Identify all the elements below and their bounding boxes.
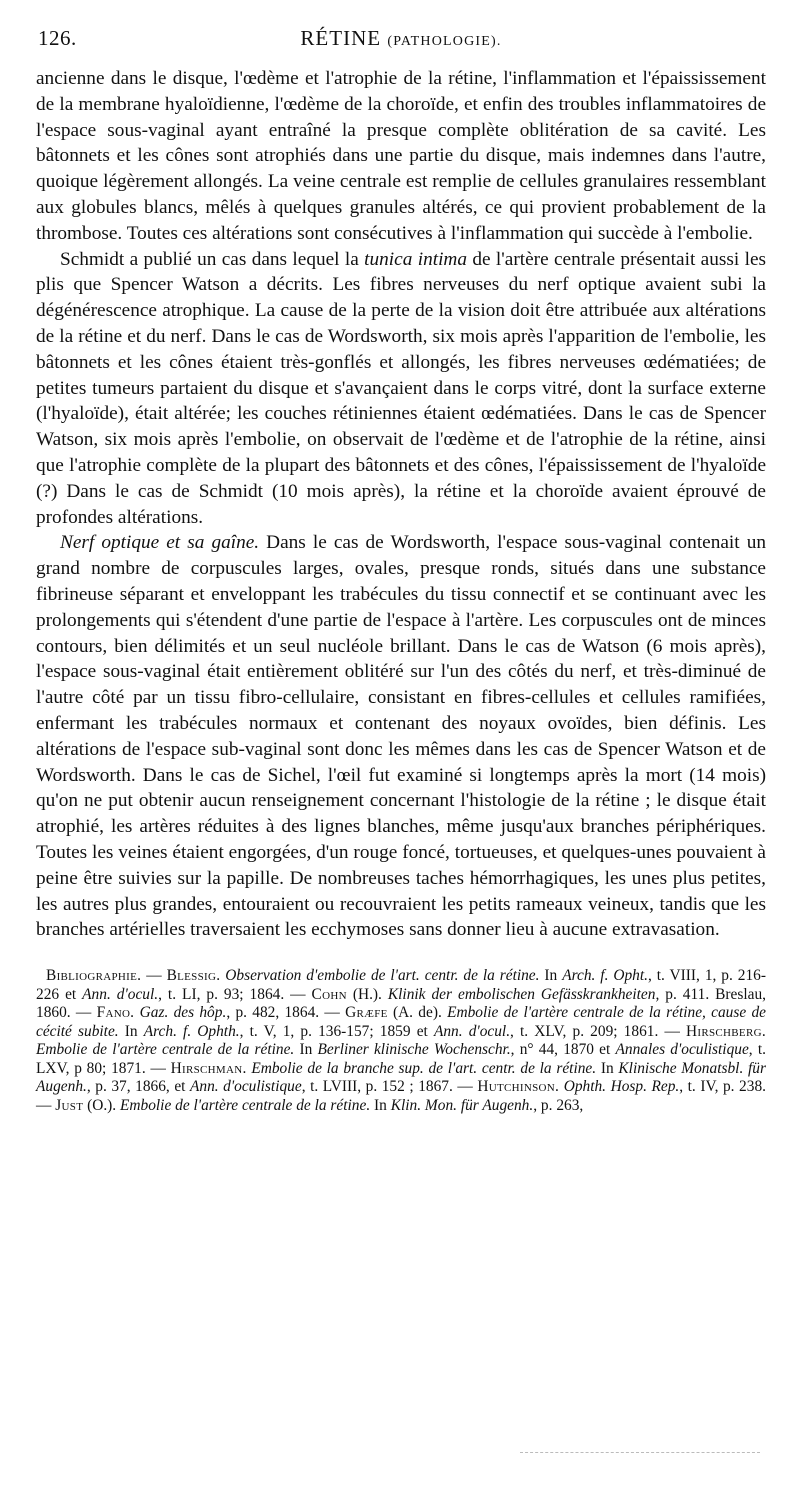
paragraph-3: Nerf optique et sa gaîne. Dans le cas de Wordsworth, l'espace sous-vaginal contenait un grand nombre de corpuscules larges, ovales, presque ronds, situés dans une substance fibrineuse séparant et enveloppant les trabécules du tissu connectif et se continuant avec les prolongements qui s'étendent d'une partie de l'espace à l'artère. Les corpuscules ont de minces contours, bien délimités et un seul nucléole brillant. Dans le cas de Watson (6 mois après), l'espace sous-vaginal était entièrement oblitéré sur l'un des côtés du nerf, et très-diminué de l'autre côté par un tissu fibro-cellulaire, consistant en fibres-cellules et cellules ramifiées, enfermant les trabécules normaux et contenant des noyaux ovoïdes, bien définis. Les altérations de l'espace sub-vaginal sont donc les mêmes dans les cas de Spencer Watson et de Wordsworth. Dans le cas de Sichel, l'œil fut examiné si longtemps après la mort (14 mois) qu'on ne put obtenir aucun renseignement concernant l'histologie de la rétine ; le disque était atrophié, les artères réduites à des lignes blanches, même jusqu'aux branches périphériques. Toutes les veines étaient engorgées, d'un rouge foncé, tortueuses, et quelques-unes pouvaient à peine être suivies sur la papille. De nombreuses taches hémorrhagiques, les unes plus petites, les autres plus grandes, entouraient ou recouvraient les petits rameaux veineux, tandis que les branches artérielles traversaient les ecchymoses sans donner lieu à aucune extravasation.: [36, 532, 766, 941]
journal-name: Ann. d'oculistique: [189, 1078, 302, 1096]
journal-name: Arch. f. Opht.: [562, 967, 648, 985]
work-title: Embolie de la branche sup. de l'art. centr. de la rétine.: [246, 1059, 597, 1077]
author-name: Hutchinson.: [477, 1078, 560, 1096]
author-name: Just: [55, 1096, 84, 1114]
section-heading: Nerf optique et sa gaîne.: [60, 532, 260, 554]
journal-name: Berliner klinische Wochenschr.: [317, 1041, 511, 1059]
journal-name: Gaz. des hôp.: [139, 1004, 227, 1022]
bibliography-label: Bibliographie.: [46, 967, 142, 985]
running-subtitle: (PATHOLOGIE).: [387, 34, 502, 49]
paragraph-1: ancienne dans le disque, l'œdème et l'atrophie de la rétine, l'inflammation et l'épaississement de la membrane hyaloïdienne, l'œdème de la choroïde, et enfin des troubles inflammatoires de l'espace sous-vaginal ayant entraîné la presque complète oblitération de sa cavité. Les bâtonnets et les cônes sont atrophiés dans une partie du disque, mais indemnes dans l'autre, quoique légèrement allongés. La veine centrale est remplie de cellules granulaires ressemblant aux globules blancs, mêlés à quelques granules altérés, ce qui provient probablement de la thrombose. Toutes ces altérations sont consécutives à l'inflammation qui succède à l'embolie.: [36, 68, 766, 244]
latin-term: tunica intima: [364, 248, 468, 270]
work-title: Embolie de l'artère centrale de la rétine, cause de cécité subite.: [36, 1004, 767, 1040]
footer-rule: [520, 1452, 760, 1453]
page-number: 126.: [38, 26, 77, 50]
bibliography: Bibliographie. — Blessig. Observation d'embolie de l'art. centr. de la rétine. In Arch. f. Opht., t. VIII, 1, p. 216-226 et Ann. d'ocul., t. LI, p. 93; 1864. — Cohn (H.). Klinik der embolischen Gefässkrankheiten, p. 411. Breslau, 1860. — Fano. Gaz. des hôp., p. 482, 1864. — Græfe (A. de). Embolie de l'artère centrale de la rétine, cause de cécité subite. In Arch. f. Ophth., t. V, 1, p. 136-157; 1859 et Ann. d'ocul., t. XLV, p. 209; 1861. — Hirschberg. Embolie de l'artère centrale de la rétine. In Berliner klinische Wochenschr., n° 44, 1870 et Annales d'oculistique, t. LXV, p 80; 1871. — Hirschman. Embolie de la branche sup. de l'art. centr. de la rétine. In Klinische Monatsbl. für Augenh., p. 37, 1866, et Ann. d'oculistique, t. LVIII, p. 152 ; 1867. — Hutchinson. Ophth. Hosp. Rep., t. IV, p. 238. — Just (O.). Embolie de l'artère centrale de la rétine. In Klin. Mon. für Augenh., p. 263,: [36, 967, 767, 1114]
running-head: [36, 26, 766, 51]
author-name: Cohn: [311, 985, 347, 1003]
journal-name: Ann. d'ocul.: [82, 985, 159, 1003]
running-title: RÉTINE: [300, 26, 382, 50]
journal-name: Klin. Mon. für Augenh.: [390, 1096, 534, 1114]
author-name: Blessig.: [166, 967, 221, 985]
work-title: Klinik der embolischen Gefässkrankheiten,: [387, 985, 660, 1003]
work-title: Observation d'embolie de l'art. centr. de la rétine.: [220, 967, 540, 985]
author-name: Hirschberg.: [685, 1022, 766, 1040]
work-title: Embolie de l'artère centrale de la rétine.: [36, 1041, 295, 1059]
book-page: [36, 26, 766, 1115]
author-name: Græfe: [345, 1004, 388, 1022]
page-header: [36, 26, 766, 54]
journal-name: Ann. d'ocul.: [433, 1022, 511, 1040]
author-name: Hirschman.: [170, 1059, 247, 1077]
author-name: Fano.: [96, 1004, 135, 1022]
journal-name: Arch. f. Ophth.: [143, 1022, 240, 1040]
journal-name: Annales d'oculistique: [615, 1041, 749, 1059]
journal-name: Ophth. Hosp. Rep.: [563, 1078, 680, 1096]
journal-name: Klinische Monatsbl. für Augenh.: [36, 1059, 766, 1096]
work-title: Embolie de l'artère centrale de la rétine.: [120, 1096, 371, 1114]
body-text: [36, 66, 766, 943]
paragraph-2: Schmidt a publié un cas dans lequel la tunica intima de l'artère centrale présentait aussi les plis que Spencer Watson a décrits. Les fibres nerveuses du nerf optique avaient subi la dégénérescence atrophique. La cause de la perte de la vision doit être attribuée aux altérations de la rétine et du nerf. Dans le cas de Wordsworth, six mois après l'apparition de l'embolie, les bâtonnets et les cônes étaient très-gonflés et allongés, les fibres nerveuses œdématiées; de petites tumeurs partaient du disque et s'avançaient dans le corps vitré, dont la surface externe (l'hyaloïde), était altérée; les couches rétiniennes étaient œdématiées. Dans le cas de Spencer Watson, six mois après l'embolie, on observait de l'œdème et de l'atrophie de la rétine, ainsi que l'atrophie complète de la plupart des bâtonnets et des cônes, l'épaississement de l'hyaloïde (?) Dans le cas de Schmidt (10 mois après), la rétine et la choroïde avaient éprouvé de profondes altérations.: [36, 248, 767, 528]
